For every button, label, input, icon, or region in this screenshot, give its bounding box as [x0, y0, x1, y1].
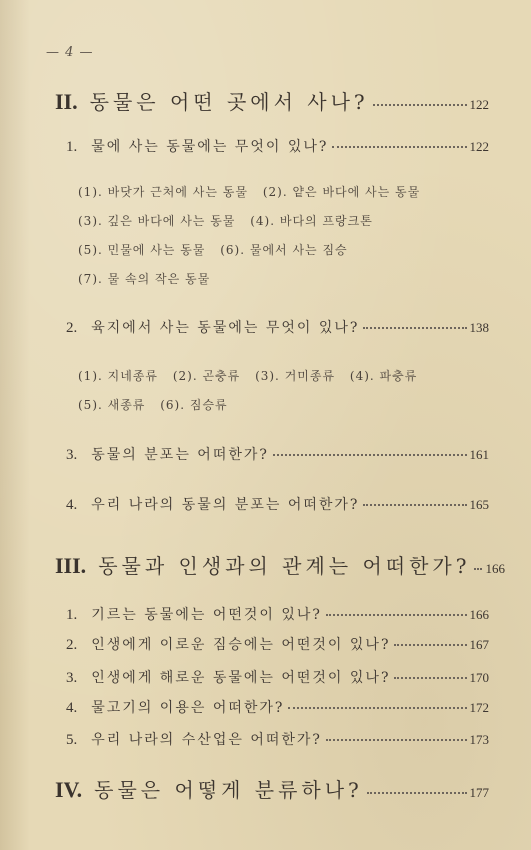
section-title: 기르는 동물에는 어떤것이 있나?: [91, 607, 322, 623]
chapter-heading-iv: [55, 774, 489, 803]
section-entry-3-5: [66, 729, 489, 749]
list-item: (3). 깊은 바다에 사는 동물: [78, 214, 236, 228]
chapter-numeral: II.: [55, 89, 78, 114]
section-page-number: 138: [469, 320, 489, 335]
list-item: (7). 물 속의 작은 동물: [78, 272, 211, 286]
item-line: [78, 367, 417, 384]
section-title: 인생에게 이로운 짐승에는 어떤것이 있나?: [91, 637, 391, 653]
section-title: 육지에서 사는 동물에는 무엇이 있나?: [91, 320, 360, 336]
dot-leader: [474, 568, 482, 570]
dot-leader: [273, 454, 467, 456]
section-entry-2-1: [66, 136, 489, 156]
item-line: [78, 396, 228, 413]
section-entry-2-2: [66, 317, 489, 337]
dot-leader: [363, 327, 466, 329]
list-item: (2). 얕은 바다에 사는 동물: [262, 185, 421, 199]
chapter-page-number: 122: [469, 97, 489, 112]
dot-leader: [288, 707, 466, 709]
chapter-heading-iii: [55, 550, 505, 579]
chapter-title: 동물과 인생과의 관계는 어떠한가?: [98, 554, 471, 578]
item-line: [78, 270, 210, 287]
section-page-number: 165: [469, 497, 489, 512]
section-title: 물고기의 이용은 어떠한가?: [91, 700, 285, 716]
item-line: [78, 212, 373, 229]
section-entry-2-3: [66, 444, 489, 464]
chapter-numeral: IV.: [55, 777, 83, 802]
section-page-number: 166: [469, 607, 489, 622]
list-item: (1). 바닷가 근처에 사는 동물: [78, 185, 248, 199]
section-number: 2.: [66, 637, 78, 653]
section-page-number: 173: [469, 732, 489, 747]
section-title: 인생에게 해로운 동물에는 어떤것이 있나?: [91, 670, 391, 686]
item-line: [78, 241, 348, 258]
section-number: 3.: [66, 670, 78, 686]
section-number: 1.: [66, 139, 78, 155]
chapter-title: 동물은 어떻게 분류하나?: [94, 778, 363, 802]
section-page-number: 167: [469, 637, 489, 652]
dot-leader: [373, 104, 467, 106]
item-line: [78, 183, 420, 200]
dot-leader: [394, 677, 466, 679]
list-item: (1). 지네종류: [78, 369, 158, 383]
list-item: (6). 짐승류: [160, 398, 228, 412]
dot-leader: [394, 644, 466, 646]
dot-leader: [326, 739, 467, 741]
chapter-page-number: 166: [485, 561, 505, 576]
section-entry-3-3: [66, 667, 489, 687]
list-item: (4). 바다의 프랑크톤: [250, 214, 373, 228]
section-page-number: 172: [469, 700, 489, 715]
list-item: (2). 곤충류: [172, 369, 241, 383]
section-title: 우리 나라의 수산업은 어떠한가?: [91, 732, 322, 748]
section-title: 우리 나라의 동물의 분포는 어떠한가?: [91, 497, 360, 513]
page-number: — 4 —: [46, 45, 94, 60]
section-number: 5.: [66, 732, 78, 748]
section-number: 3.: [66, 447, 78, 463]
section-page-number: 161: [469, 447, 489, 462]
section-entry-3-4: [66, 697, 489, 717]
chapter-numeral: III.: [55, 553, 87, 578]
section-number: 2.: [66, 320, 78, 336]
list-item: (4). 파충류: [349, 369, 418, 383]
chapter-heading-ii: [55, 86, 489, 115]
section-number: 4.: [66, 700, 78, 716]
section-page-number: 122: [469, 139, 489, 154]
section-entry-3-2: [66, 634, 489, 654]
dot-leader: [367, 792, 467, 794]
section-number: 4.: [66, 497, 78, 513]
list-item: (5). 민물에 사는 동물: [78, 243, 206, 257]
section-number: 1.: [66, 607, 78, 623]
dot-leader: [326, 614, 467, 616]
list-item: (6). 물에서 사는 짐승: [220, 243, 348, 257]
section-title: 동물의 분포는 어떠한가?: [91, 447, 269, 463]
section-page-number: 170: [469, 670, 489, 685]
dot-leader: [363, 504, 466, 506]
section-title: 물에 사는 동물에는 무엇이 있나?: [91, 139, 329, 155]
chapter-page-number: 177: [469, 785, 489, 800]
section-entry-3-1: [66, 604, 489, 624]
dot-leader: [332, 146, 466, 148]
list-item: (5). 새종류: [78, 398, 146, 412]
section-entry-2-4: [66, 494, 489, 514]
list-item: (3). 거미종류: [255, 369, 336, 383]
chapter-title: 동물은 어떤 곳에서 사나?: [89, 90, 369, 114]
